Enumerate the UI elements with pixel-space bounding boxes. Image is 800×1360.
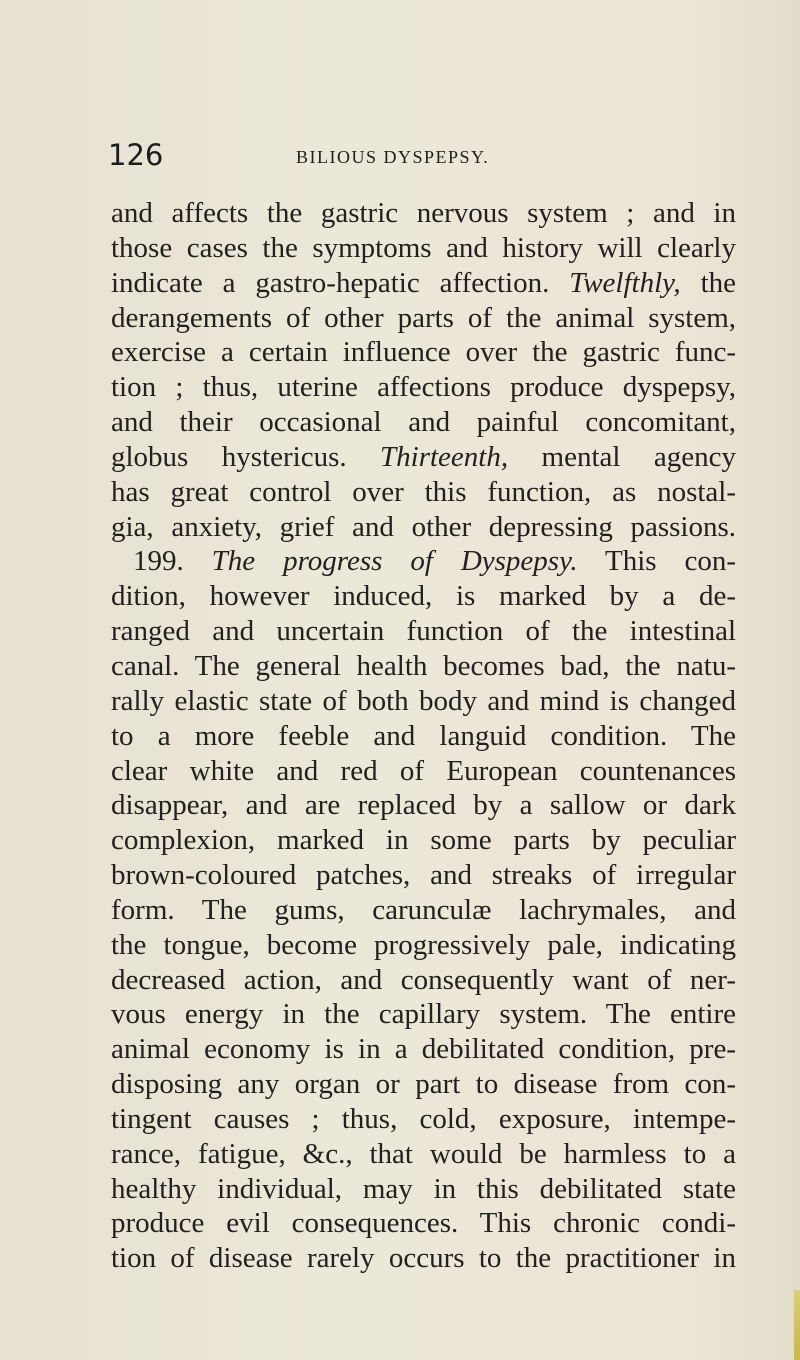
text-line: decreased action, and consequently want of ner-: [111, 963, 736, 996]
section-title: The progress of Dyspepsy.: [211, 545, 578, 578]
page-header: [108, 138, 708, 178]
text-line: to a more feeble and languid condition. The: [111, 719, 736, 752]
text-line: exercise a certain influence over the gastric func-: [111, 336, 736, 369]
text-line: animal economy is in a debilitated condition, pre-: [111, 1033, 736, 1066]
text-line: the tongue, become progressively pale, indicating: [111, 928, 736, 961]
page-edge: [794, 1290, 800, 1360]
text-line: those cases the symptoms and history will clearly: [111, 231, 736, 264]
text-line: produce evil consequences. This chronic condi-: [111, 1207, 736, 1240]
text-line: clear white and red of European countenances: [111, 754, 736, 787]
page-number: 126: [108, 138, 164, 172]
text-line: dition, however induced, is marked by a de-: [111, 580, 736, 613]
text-line: brown-coloured patches, and streaks of irregular: [111, 859, 736, 892]
text-line: has great control over this function, as nostal-: [111, 475, 736, 508]
section-number: 199.: [133, 545, 184, 578]
text-line: vous energy in the capillary system. The entire: [111, 998, 736, 1031]
text-line: tingent causes ; thus, cold, exposure, intempe-: [111, 1102, 736, 1135]
text-line: globus hystericus. Thirteenth, mental agency: [111, 440, 736, 473]
text-line: gia, anxiety, grief and other depressing passions.: [111, 510, 736, 543]
text-line: and affects the gastric nervous system ; and in: [111, 197, 736, 229]
running-head: BILIOUS DYSPEPSY.: [296, 147, 490, 167]
text-line: canal. The general health becomes bad, the natu-: [111, 649, 736, 682]
text-line: disappear, and are replaced by a sallow or dark: [111, 789, 736, 822]
text-line: form. The gums, carunculæ lachrymales, and: [111, 893, 736, 926]
text-line: ranged and uncertain function of the intestinal: [111, 615, 736, 648]
text-line: disposing any organ or part to disease from con-: [111, 1068, 736, 1101]
body-text: [111, 196, 736, 1276]
text-line: complexion, marked in some parts by peculiar: [111, 824, 736, 857]
text-line: and their occasional and painful concomitant,: [111, 406, 736, 439]
text-line: indicate a gastro-hepatic affection. Twelfthly, the: [111, 266, 737, 299]
text-line: rally elastic state of both body and mind is changed: [111, 684, 736, 717]
section-heading-line: 199. The progress of Dyspepsy. This con-: [133, 545, 736, 578]
text-line: healthy individual, may in this debilitated state: [111, 1172, 736, 1205]
text-line: tion of disease rarely occurs to the practitioner in: [111, 1242, 736, 1275]
text-line: derangements of other parts of the animal system,: [111, 301, 736, 334]
text-line: rance, fatigue, &c., that would be harmless to a: [111, 1137, 736, 1170]
text-line: tion ; thus, uterine affections produce dyspepsy,: [111, 371, 736, 404]
